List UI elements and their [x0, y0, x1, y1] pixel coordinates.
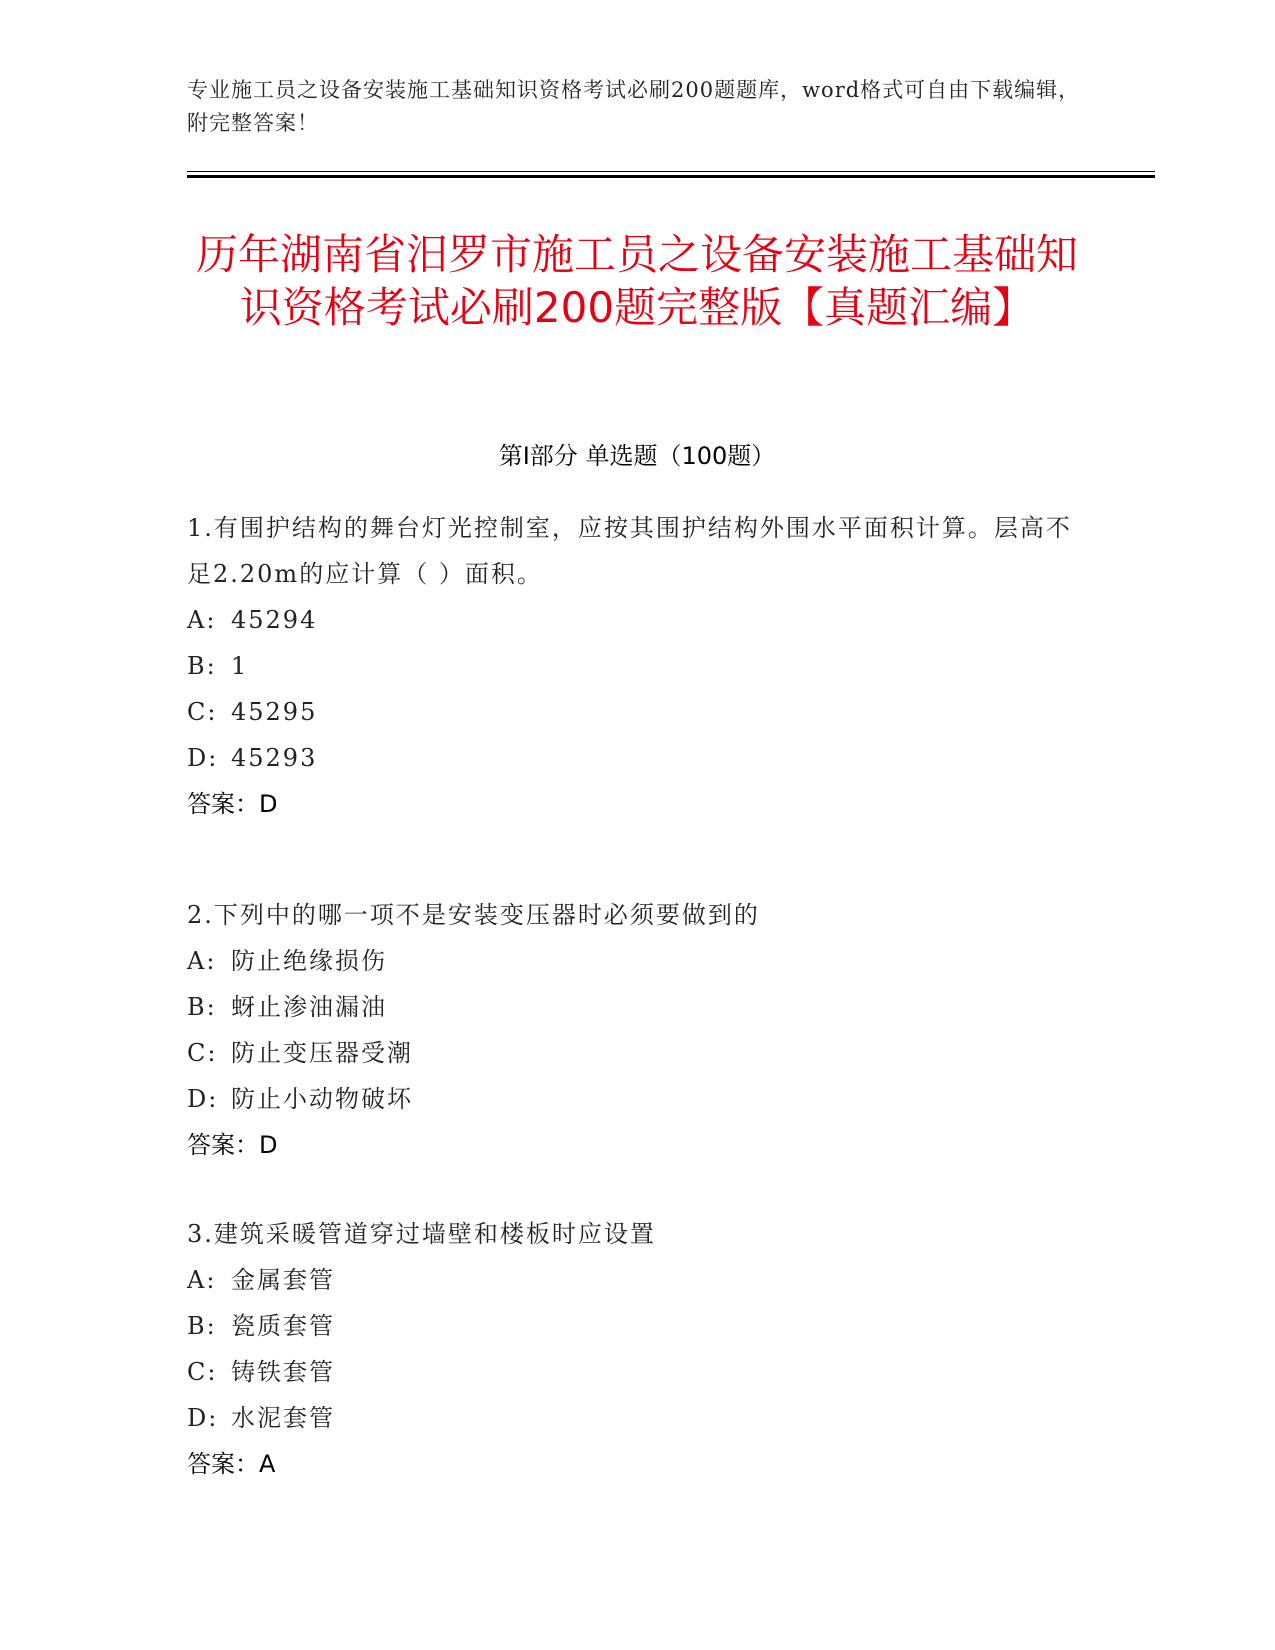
option-letter: A:	[187, 1266, 217, 1294]
option-letter: A:	[187, 947, 217, 975]
option-text: 水泥套管	[231, 1404, 335, 1432]
option-letter: D:	[187, 1085, 219, 1113]
option-c	[187, 1349, 1087, 1395]
option-a	[187, 1257, 1087, 1303]
option-text: 防止变压器受潮	[231, 1039, 413, 1067]
option-letter: D:	[187, 744, 219, 772]
header-divider-thick	[187, 175, 1155, 178]
option-letter: C:	[187, 698, 218, 726]
option-text: 金属套管	[231, 1266, 335, 1294]
answer-line: 答案：D	[187, 1131, 278, 1159]
option-text: 蚜止渗油漏油	[231, 993, 387, 1021]
option-a	[187, 597, 1087, 643]
question-stem: 3.建筑采暖管道穿过墙壁和楼板时应设置	[187, 1220, 656, 1248]
option-text: 1	[231, 652, 249, 680]
section-heading: 第Ⅰ部分 单选题（100题）	[498, 442, 776, 470]
question-3	[187, 1211, 1087, 1487]
answer-line: 答案：A	[187, 1450, 276, 1478]
header-note: 专业施工员之设备安装施工基础知识资格考试必刷200题题库，word格式可自由下载编辑，附完整答案！	[187, 78, 1081, 135]
option-d	[187, 1076, 1087, 1122]
option-a	[187, 938, 1087, 984]
option-letter: C:	[187, 1358, 218, 1386]
option-c	[187, 689, 1087, 735]
option-b	[187, 1303, 1087, 1349]
option-letter: B:	[187, 993, 217, 1021]
option-text: 防止小动物破坏	[231, 1085, 413, 1113]
option-c	[187, 1030, 1087, 1076]
option-letter: C:	[187, 1039, 218, 1067]
option-d	[187, 1395, 1087, 1441]
option-b	[187, 643, 1087, 689]
question-stem: 2.下列中的哪一项不是安装变压器时必须要做到的	[187, 901, 760, 929]
option-letter: B:	[187, 652, 217, 680]
option-text: 瓷质套管	[231, 1312, 335, 1340]
option-d	[187, 735, 1087, 781]
option-text: 铸铁套管	[231, 1358, 335, 1386]
option-text: 45293	[231, 744, 318, 772]
answer-line: 答案：D	[187, 790, 278, 818]
option-letter: D:	[187, 1404, 219, 1432]
option-text: 防止绝缘损伤	[231, 947, 387, 975]
header-divider-thin	[187, 171, 1155, 172]
question-stem: 1.有围护结构的舞台灯光控制室，应按其围护结构外围水平面积计算。层高不足2.20m的应计算（ ）面积。	[187, 514, 1072, 588]
option-text: 45295	[231, 698, 318, 726]
option-letter: B:	[187, 1312, 217, 1340]
option-b	[187, 984, 1087, 1030]
option-text: 45294	[231, 606, 318, 634]
option-letter: A:	[187, 606, 217, 634]
question-1	[187, 505, 1087, 827]
question-2	[187, 892, 1087, 1168]
document-title: 历年湖南省汨罗市施工员之设备安装施工基础知识资格考试必刷200题完整版【真题汇编】	[195, 230, 1078, 332]
